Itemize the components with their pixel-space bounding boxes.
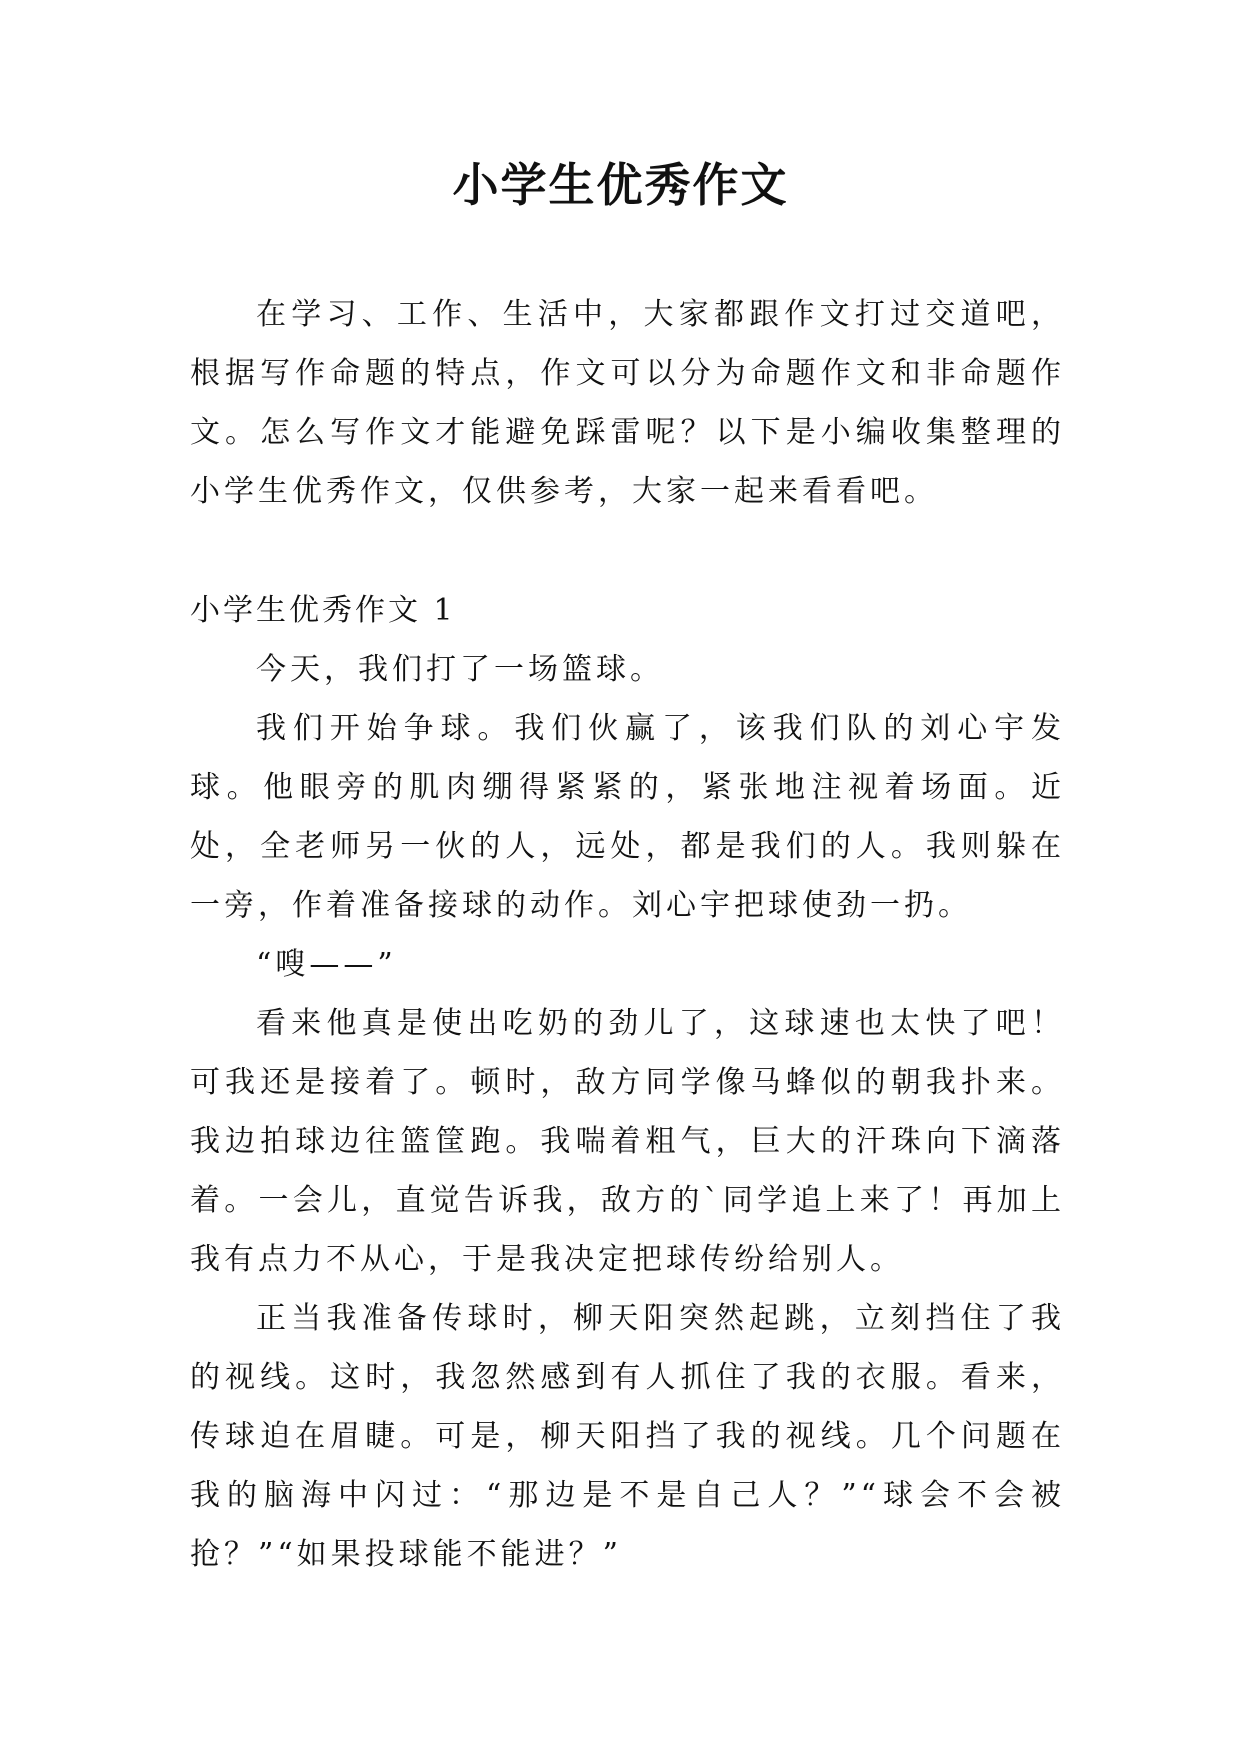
body-paragraph: 看来他真是使出吃奶的劲儿了，这球速也太快了吧！可我还是接着了。顿时，敌方同学像马蜂似的朝我扑来。我边拍球边往篮筐跑。我喘着粗气，巨大的汗珠向下滴落着。一会儿，直觉告诉我，敌方的`同学追上来了！再加上我有点力不从心，于是我决定把球传纷给别人。 [190, 1006, 1065, 1277]
body-paragraph: 今天，我们打了一场篮球。 [256, 652, 664, 687]
intro-paragraph: 在学习、工作、生活中，大家都跟作文打过交道吧，根据写作命题的特点，作文可以分为命题作文和非命题作文。怎么写作文才能避免踩雷呢？以下是小编收集整理的小学生优秀作文，仅供参考，大家一起来看看吧。 [190, 297, 1065, 509]
document-body [190, 285, 1065, 1584]
document-title: 小学生优秀作文 [452, 158, 789, 212]
body-paragraph: 我们开始争球。我们伙赢了，该我们队的刘心宇发球。他眼旁的肌肉绷得紧紧的，紧张地注视着场面。近处，全老师另一伙的人，远处，都是我们的人。我则躲在一旁，作着准备接球的动作。刘心宇把球使劲一扔。 [190, 711, 1065, 923]
body-paragraph: “嗖——” [256, 947, 397, 982]
body-paragraph: 正当我准备传球时，柳天阳突然起跳，立刻挡住了我的视线。这时，我忽然感到有人抓住了我的衣服。看来，传球迫在眉睫。可是，柳天阳挡了我的视线。几个问题在我的脑海中闪过：“那边是不是自己人？”“球会不会被抢？”“如果投球能不能进？” [190, 1301, 1065, 1572]
section-heading: 小学生优秀作文 1 [190, 593, 456, 628]
